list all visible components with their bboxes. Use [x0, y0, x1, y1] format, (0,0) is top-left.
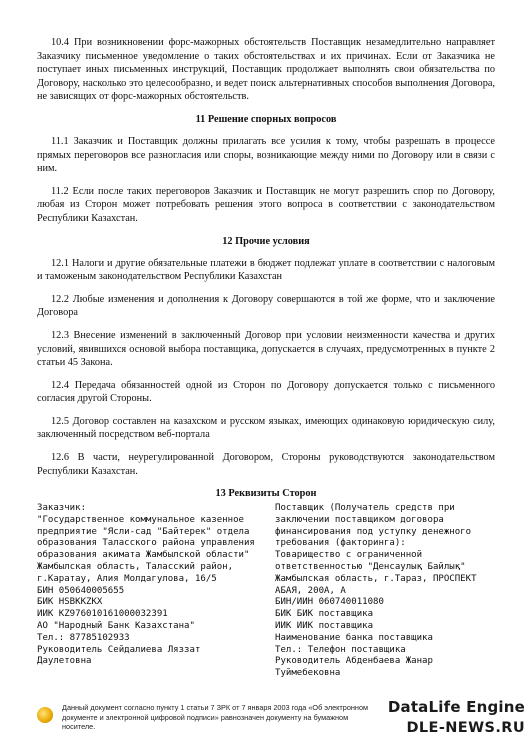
clause-12-5: 12.5 Договор составлен на казахском и русском языках, имеющих одинаковую юридическую силу, заключенный посредством веб-портала [37, 415, 495, 441]
supplier-line: ИИК ИИК поставщика [275, 620, 374, 631]
clause-11-1: 11.1 Заказчик и Поставщик должны прилагать все усилия к тому, чтобы разрешать в процессе прямых переговоров все разногласия или споры, возникающие между ними по Договору или в связи с ним. [37, 135, 495, 175]
clause-12-2: 12.2 Любые изменения и дополнения к Договору совершаются в той же форме, что и заключение Договора [37, 293, 495, 319]
section-13-title: 13 Реквизиты Сторон [215, 488, 317, 500]
customer-line: АО "Народный Банк Казахстана" [37, 620, 195, 631]
watermark-datalife-engine: DataLife Engine [387, 698, 525, 716]
clause-11-2: 11.2 Если после таких переговоров Заказчик и Поставщик не могут разрешить спор по Договору, любая из Сторон может потребовать решения этого вопроса в соответствии с законодательством Республики Казахстан. [37, 185, 495, 224]
supplier-line: Тел.: Телефон поставщика [275, 644, 406, 655]
section-11-title: 11 Решение спорных вопросов [195, 113, 337, 125]
clause-12-4: 12.4 Передача обязанностей одной из Сторон по Договору допускается только с письменного согласия другой Стороны. [37, 379, 495, 405]
clause-12-3: 12.3 Внесение изменений в заключенный Договор при условии неизменности качества и других условий, явившихся основой выбора поставщика, допускается в случаях, предусмотренных в пункте 2 статьи 45 Закона. [37, 329, 495, 369]
customer-line: ИИК KZ976010161000032391 [37, 609, 168, 620]
clause-12-1: 12.1 Налоги и другие обязательные платежи в бюджет подлежат уплате в соответствии с налоговым и таможеным законодательством Республики Казахстан [37, 257, 495, 283]
supplier-line: Наименование банка поставщика [275, 632, 433, 643]
customer-line: БИН 050640005655 [37, 585, 125, 596]
customer-line: Жамбылская область, Таласский район, г.Каратау, Алия Молдагулова, 16/5 [37, 561, 239, 584]
gold-circle-logo-icon [37, 707, 53, 723]
supplier-line: Жамбылская область, г.Тараз, ПРОСПЕКТ АБАЯ, 200А, А [275, 573, 482, 596]
clause-10-4: 10.4 При возникновении форс-мажорных обстоятельств Поставщик незамедлительно направляет Заказчику письменное уведомление о таких обстоятельствах и их причинах. Если от Заказчика не поступает иных письменных инструкций, Поставщик продолжает выполнять свои обязательства по Договору, насколько это целесообразно, и ведет поиск альтернативных способов выполнения Договора, не зависящих от форс-мажорных обстоятельств. [37, 37, 495, 103]
watermark-dle-news: DLE-NEWS.RU [406, 720, 525, 736]
customer-line: Заказчик: [37, 503, 87, 513]
customer-line: Руководитель Сейдалиева Ляззат Даулетовна [37, 644, 206, 667]
supplier-line: Товарищество с ограниченной ответственностью "Денсаулық Байлық" [275, 550, 466, 572]
customer-line: Тел.: 87785102933 [37, 632, 130, 643]
supplier-line: БИН/ИИН 060740011080 [275, 597, 384, 608]
clause-12-6: 12.6 В части, неурегулированной Договором, Стороны руководствуются законодательством Республики Казахстан. [37, 452, 495, 477]
supplier-line: Поставщик (Получатель средств при заключении поставщиком договора финансирования под уступку денежного требования (факторинга): [275, 503, 477, 549]
supplier-requisites [275, 503, 497, 680]
document-page [37, 36, 495, 509]
supplier-line: Руководитель Абденбаева Жанар Туймебековна [275, 656, 439, 679]
customer-line: БИК HSBKKZKX [37, 597, 103, 608]
customer-requisites [37, 503, 259, 680]
customer-line: "Государственное коммунальное казенное предприятие "Ясли-сад "Байтерек" отдела образования Таласского района управления образования акимата Жамбылской области" [37, 514, 261, 561]
requisites-block [37, 503, 497, 680]
page-footer [0, 695, 531, 750]
footer-legal-note: Данный документ согласно пункту 1 статьи 7 ЗРК от 7 января 2003 года «Об электронном документе и электронной цифровой подписи» равнозначен документу на бумажном носителе. [62, 703, 369, 731]
supplier-line: БИК БИК поставщика [275, 609, 374, 620]
section-12-title: 12 Прочие условия [222, 235, 310, 247]
